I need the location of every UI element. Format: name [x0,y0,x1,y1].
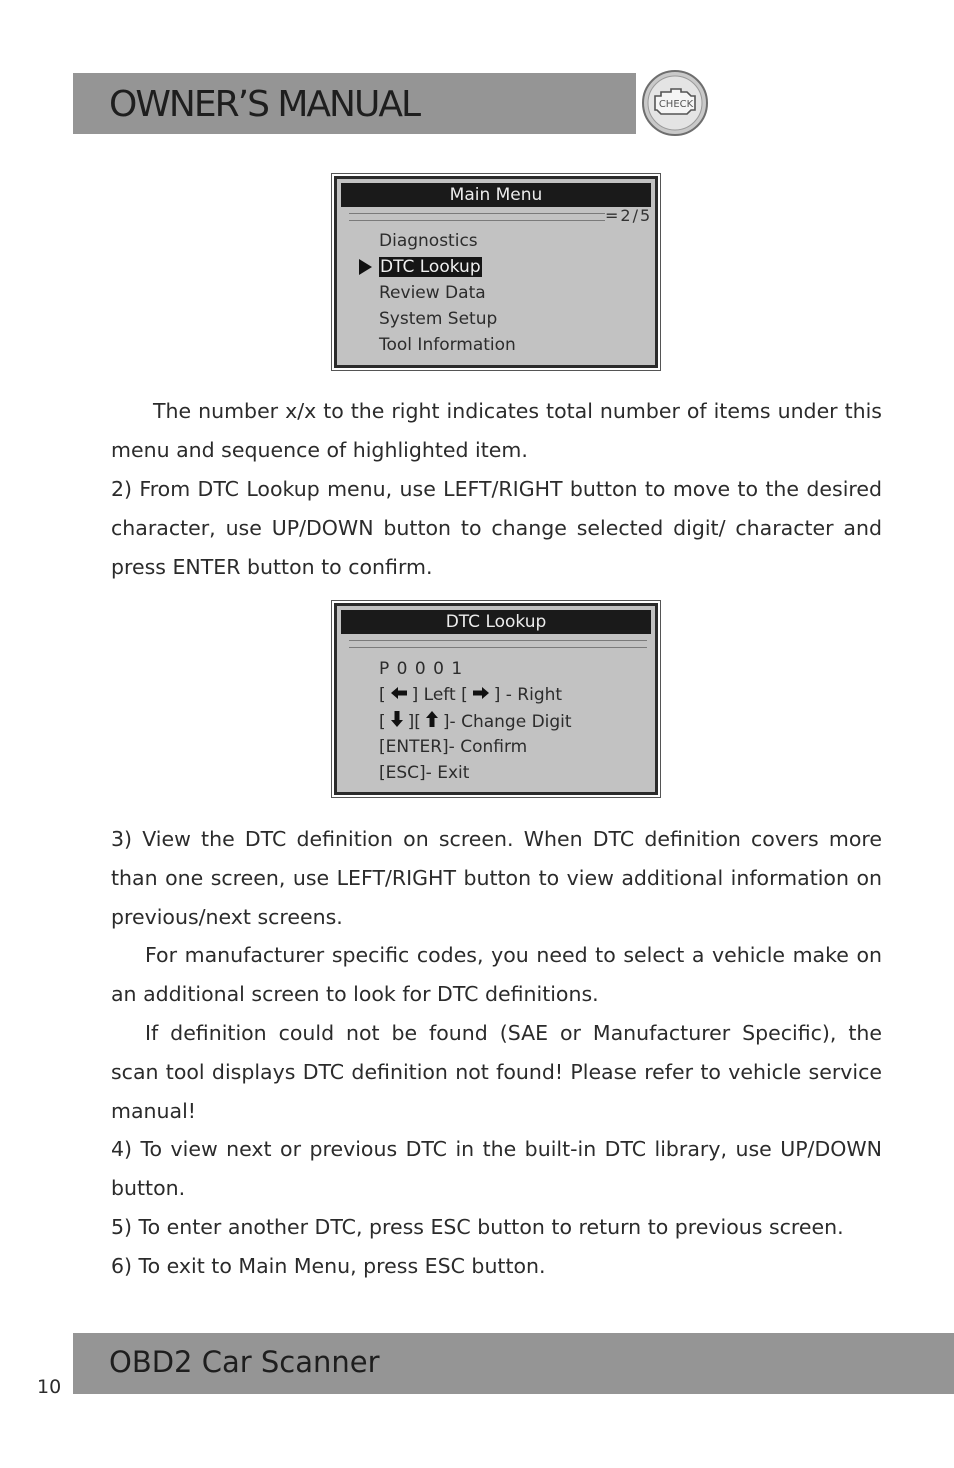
main-menu-screen [334,176,658,368]
footer-title: OBD2 Car Scanner [109,1345,380,1379]
menu-item-tool-information[interactable]: Tool Information [379,335,516,355]
svg-text:CHECK: CHECK [658,99,694,110]
screen-separator [349,640,647,648]
paragraph-counter-explanation: The number x/x to the right indicates total number of items under this menu and sequence of highlighted item. [111,399,882,462]
check-engine-icon [641,69,709,137]
menu-item-dtc-lookup[interactable]: DTC Lookup [380,257,481,277]
manual-title: OWNER’S MANUAL [109,84,420,125]
paragraph-step-3: 3) View the DTC definition on screen. When DTC definition covers more than one screen, use LEFT/RIGHT button to view additional information on previous/next screens. [111,827,882,929]
selection-pointer-icon [359,259,372,275]
dtc-lookup-screen [334,603,658,795]
up-down-hint: [ ][ ]- Change Digit [379,712,572,732]
enter-hint: [ENTER]- Confirm [379,737,528,757]
menu-item-system-setup[interactable]: System Setup [379,309,498,329]
arrow-up-icon [425,710,439,734]
item-counter: =2/5 [605,206,653,225]
screen-title: Main Menu [341,183,651,207]
screen-title: DTC Lookup [341,610,651,634]
arrow-left-icon [390,684,408,706]
menu-item-review-data[interactable]: Review Data [379,283,486,303]
arrow-down-icon [390,710,404,734]
page-number: 10 [37,1376,62,1398]
paragraph-step-5: 5) To enter another DTC, press ESC button to return to previous screen. [111,1215,844,1239]
esc-hint: [ESC]- Exit [379,763,470,783]
screen-separator [349,213,605,221]
menu-item-diagnostics[interactable]: Diagnostics [379,231,478,251]
paragraph-manufacturer-codes: For manufacturer specific codes, you need to select a vehicle make on an additional screen to look for DTC definitions. [111,943,882,1006]
paragraph-step-6: 6) To exit to Main Menu, press ESC button. [111,1254,546,1278]
paragraph-step-2: 2) From DTC Lookup menu, use LEFT/RIGHT button to move to the desired character, use UP/DOWN button to change selected digit/ character and press ENTER button to confirm. [111,477,882,579]
left-right-hint: [ ] Left [ ] - Right [379,685,563,705]
arrow-right-icon [472,684,490,706]
paragraph-definition-not-found: If definition could not be found (SAE or Manufacturer Specific), the scan tool displays DTC definition not found! Please refer to vehicle service manual! [111,1021,882,1123]
paragraph-step-4: 4) To view next or previous DTC in the built-in DTC library, use UP/DOWN button. [111,1137,882,1200]
dtc-code-entry[interactable]: P 0 0 0 1 [379,659,464,679]
